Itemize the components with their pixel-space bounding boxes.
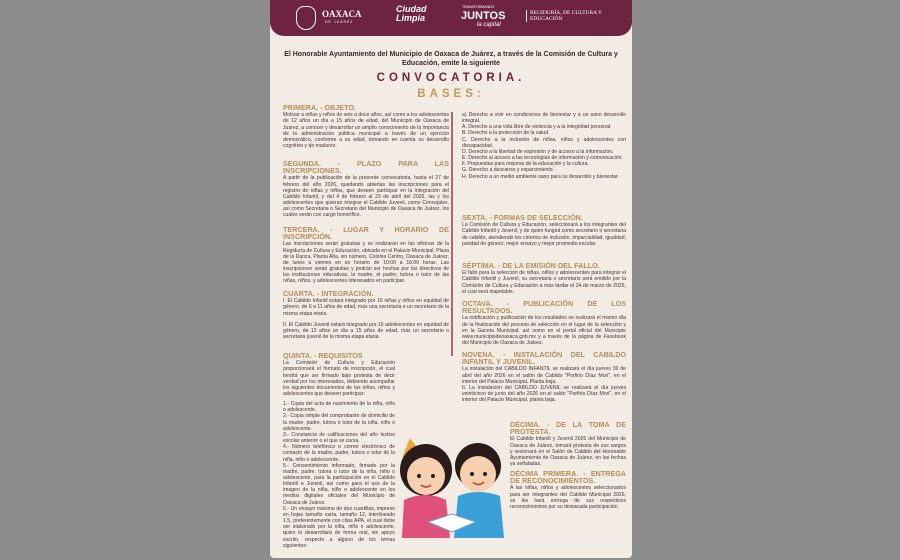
section-paragraph: 5.- Consentimiento informado, firmado por la madre, padre, tutora o tutor de la niña, niño o adolescente, para la participación en el Cabildo Infantil o Juvenil, así como para el uso de la imagen de la niña, niño o adolescente en los medios digitales oficiales del Municipio de Oaxaca de Juárez. (283, 462, 395, 506)
section-heading: SEXTA. - FORMAS DE SELECCIÓN. (462, 213, 583, 222)
section-9 (462, 300, 626, 346)
children-reading-illustration (388, 430, 518, 548)
section-heading: QUINTA. - REQUISITOS (283, 351, 363, 360)
oaxaca-shield-icon (296, 6, 316, 30)
section-paragraph: I. El Cabildo Infantil estará integrado por 16 niñas y niños en equidad de género, de 6 a 11 años de edad, más una secretaria o un secretario de la misma etapa etaria. (283, 298, 449, 317)
section-paragraph: H. Derecho a un medio ambiente sano para su desarrollo y bienestar. (462, 173, 619, 180)
section-2 (283, 160, 449, 219)
section-paragraph: A. Derecho a una vida libre de violencia y a la integridad personal. (462, 124, 612, 131)
oaxaca-logo: OAXACA (322, 9, 362, 19)
section-paragraph: La Comisión de Cultura y Educación proporcionará el formato de inscripción, el cual tendrá que ser firmado bajo protesta de decir verdad por los interesados, debiendo acompañar los siguientes documentos de las niñas, niños y adolescentes que deseen participar: (283, 360, 395, 397)
section-paragraph: Motivar a niñas y niños de seis a doce años, así como a los adolescentes de 12 años un día a 15 años de edad, del Municipio de Oaxaca de Juárez, a conocer y desarrollar un amplio conocimiento de la importancia de la administración pública municipal a través de un ejercicio democrático, conforme a su edad, tomando en cuenta su desarrollo cognitivo y de madurez. (283, 112, 449, 149)
section-heading: TERCERA. - LUGAR Y HORARIO DE INSCRIPCIÓN. (283, 225, 449, 242)
section-4 (283, 290, 449, 340)
section-paragraph: II. La instalación del CABILDO JUVENIL se realizará el día jueves veinticinco de junio del año 2026 en el salón "Porfirio Díaz Mori", en el interior del Palacio Municipal, planta baja. (462, 384, 626, 404)
section-paragraph: 6.- Un ensayo máximo de dos cuartillas, impreso en hojas tamaño carta, tamaño 12, interlineado 1.5, preferentemente con citas APA, el cual debe ser elaborado por la niña, niño o adolescente, quien lo desarrollará de forma oral, sin apoyo escrito, respecto a alguno de los temas siguientes: (283, 505, 395, 549)
section-paragraph: Las inscripciones serán gratuitas y se realizarán en las oficinas de la Regiduría de Cultura y Educación, ubicada en el Palacio Municipal, Plaza de la Danza, Planta Alta, sin número, Colonia Centro, Oaxaca de Juárez, de lunes a viernes en un horario de 10:00 a 16:00 horas. Las inscripciones serán gratuitas y podrán ser hechas por los directivos de las instituciones educativas, la madre, el padre, tutora o tutor de las niñas, niños, y adolescentes interesados en participar. (283, 241, 449, 285)
section-paragraph: La notificación y publicación de los resultados se realizará el mismo día de la finalización del proceso de selección en el lugar de la selección y en la Gaceta Municipal, así como en el portal oficial del Municipio www.municipiodeoaxaca.gob.mx y a través de la página de Facebook del Municipio de Oaxaca de Juárez. (462, 315, 626, 347)
section-6 (462, 112, 626, 180)
poster-header (270, 0, 632, 36)
section-paragraph: La Comisión de Cultura y Educación, seleccionará a los integrantes del Cabildo Infantil y Juvenil, y de quien fungirá como secretario o secretaria de cabildo, atendiendo los criterios de inclusión, imparcialidad, igualdad, paridad de género, mejor ensayo y mejor promedio escolar. (462, 222, 626, 247)
section-paragraph: C. Derecho a la inclusión de niñas, niños y adolescentes con discapacidad. (462, 136, 626, 149)
regiduria-logo: REGIDURÍA, DE CULTURA Y EDUCACIÓN (526, 10, 614, 22)
page-title: CONVOCATORIA. (376, 72, 526, 84)
section-heading: OCTAVA. - PUBLICACIÓN DE LOS RESULTADOS. (462, 299, 626, 316)
section-heading: SEGUNDA. - PLAZO PARA LAS INSCRIPCIONES. (283, 159, 449, 176)
section-paragraph: 1.- Copia del acta de nacimiento de la niña, niño o adolescente. (283, 401, 395, 414)
section-paragraph: El Cabildo Infantil y Juvenil 2026 del Municipio de Oaxaca de Juárez, tomará protesta de sus cargos y sesionará en el Salón de Cabildo del Honorable Ayuntamiento de Oaxaca de Juárez, en las fechas ya señaladas. (510, 436, 626, 468)
section-12 (510, 470, 626, 510)
section-paragraph: A las niñas, niños y adolescentes seleccionados para ser integrantes del Cabildo Municipal 2026, se les hará entrega de sus respectivos reconocimientos por su destacada participación. (510, 485, 626, 510)
section-5 (283, 352, 395, 549)
section-paragraph: B. Derecho a la protección de la salud. (462, 130, 550, 137)
section-heading: CUARTA. - INTEGRACIÓN. (283, 289, 374, 298)
section-paragraph: E. Derecho al acceso a las tecnologías de información y comunicación. (462, 155, 623, 162)
section-paragraph: D. Derecho a la libertad de expresión y de acceso a la información. (462, 148, 614, 155)
section-heading: SÉPTIMA. - DE LA EMISIÓN DEL FALLO. (462, 261, 600, 270)
la-capital-label: la capital (477, 22, 501, 28)
intro-text: El Honorable Ayuntamiento del Municipio de Oaxaca de Juárez, a través de la Comisión de Cultura y Educación, emite la siguiente (284, 51, 618, 67)
section-paragraph: El fallo para la selección de niñas, niños y adolescentes para integrar el Cabildo Infantil y Juvenil, su secretaria o secretario será emitido por la Comisión de Cultura y Educación a más tardar el 24 de marzo de 2026, el cual será inapelable. (462, 270, 626, 295)
oaxaca-logo-sub: DE JUÁREZ (325, 20, 354, 24)
section-paragraph: La instalación del CABILDO INFANTIL se realizará el día jueves 30 de abril del año 2026 en el salón de Cabildo "Porfirio Díaz Mori", en el interior del Palacio Municipal, Planta baja. (462, 366, 626, 385)
transformando-label: TRANSFORMANDO (462, 5, 495, 9)
section-10 (462, 351, 626, 403)
section-paragraph: a) Derecho a vivir en condiciones de bienestar y a un sano desarrollo integral. (462, 112, 626, 125)
section-paragraph: A partir de la publicación de la presente convocatoria, hasta el 27 de febrero del año 2026, quedando abiertas las inscripciones para el registro de niñas y niños, que deseen participar en la integración del Cabildo Infantil, y del 4 de febrero al 23 de abril del 2026, las y los adolescentes que quieran integrar el Cabildo Juvenil, como Concejales, así como Secretaria o Secretario del Municipio de Oaxaca de Juárez, los cuales serán con cargo honorífico. (283, 175, 449, 219)
section-heading: PRIMERA. - OBJETO. (283, 103, 356, 112)
section-paragraph: 2.- Copia simple del comprobante de domicilio de la madre, padre, tutora o tutor de la niña, niño o adolescente. (283, 413, 395, 432)
section-11 (510, 421, 626, 467)
section-paragraph: G. Derecho a descanso y esparcimiento. (462, 167, 555, 174)
section-paragraph: F. Propuestas para mejoras de la educación y la cultura. (462, 161, 589, 168)
section-8 (462, 262, 626, 295)
section-paragraph: 3.- Constancia de calificaciones del año lectivo escolar anterior o el que se cursa. (283, 431, 395, 445)
section-paragraph: II. El Cabildo Juvenil estará integrado por 16 adolescentes en equidad de género, de 12 años un día a 15 años de edad, más un secretario o secretaria juvenil de la misma etapa etaria. (283, 321, 449, 340)
section-heading: DÉCIMA PRIMERA. - ENTREGA DE RECONOCIMIENTOS. (510, 469, 626, 486)
convocatoria-poster (270, 0, 632, 558)
section-heading: NOVENA. - INSTALACIÓN DEL CABILDO INFANTIL Y JUVENIL. (462, 350, 626, 367)
section-heading: DÉCIMA. - DE LA TOMA DE PROTESTA. (510, 420, 626, 437)
column-divider (451, 112, 453, 356)
section-3 (283, 226, 449, 285)
section-7 (462, 214, 626, 247)
bases-heading: BASES: (417, 88, 485, 100)
ciudad-limpia-logo: Ciudad Limpia (396, 4, 427, 23)
section-1 (283, 104, 449, 149)
juntos-logo: JUNTOS (461, 10, 506, 22)
section-paragraph: 4.- Número telefónico o correo electrónico de contacto de la madre, padre, tutora o tutor de la niña, niño o adolescente. (283, 444, 395, 463)
